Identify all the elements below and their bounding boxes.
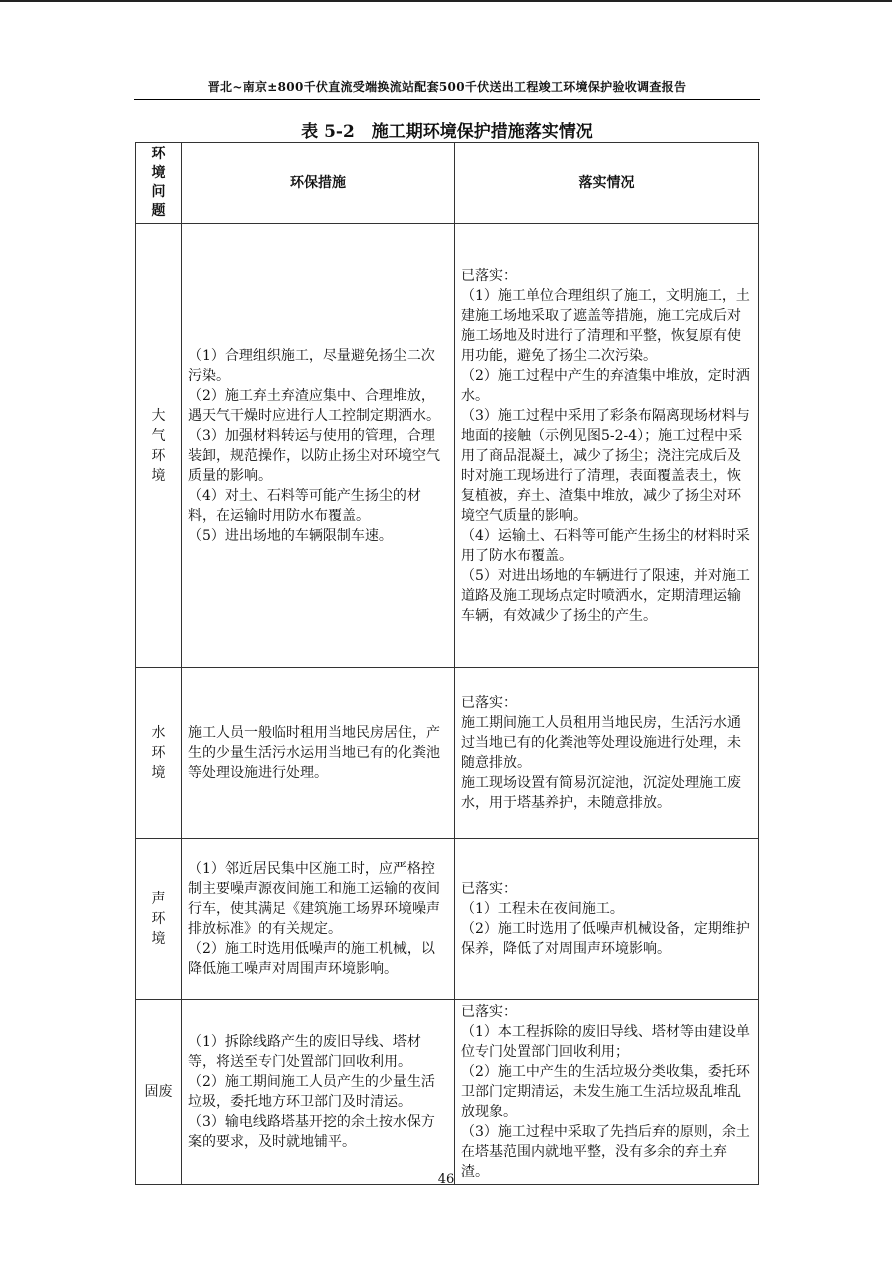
issue-cell (136, 668, 182, 839)
header-rule (134, 99, 760, 100)
issue-cell (136, 839, 182, 1000)
measure-item: （2）施工期间施工人员产生的少量生活垃圾，委托地方环卫部门及时清运。 (188, 1074, 435, 1110)
implementation-item: 已落实： (461, 1004, 517, 1020)
top-border-rule (0, 0, 892, 2)
measure-item: （3）输电线路塔基开挖的余土按水保方案的要求，及时就地铺平。 (188, 1114, 435, 1150)
measure-item: （2）施工时选用低噪声的施工机械，以降低施工噪声对周围声环境影响。 (188, 941, 435, 977)
measures-cell (182, 668, 455, 839)
implementation-cell (455, 668, 759, 839)
implementation-item: 施工期间施工人员租用当地民房，生活污水通过当地已有的化粪池等处理设施进行处理，未随意排放。 (461, 715, 741, 771)
issue-label: 大气环境 (151, 407, 166, 484)
implementation-item: （3）施工过程中采用了彩条布隔离现场材料与地面的接触（示例见图5-2-4）；施工过程中采用了商品混凝土，减少了扬尘；浇注完成后及时对施工现场进行了清理，表面覆盖表土，恢复植被，弃土、渣集中堆放，减少了扬尘对环境空气质量的影响。 (461, 407, 750, 524)
implementation-item: （2）施工过程中产生的弃渣集中堆放，定时洒水。 (461, 367, 750, 404)
implementation-item: （3）施工过程中采取了先挡后弃的原则，余土在塔基范围内就地平整，没有多余的弃土弃渣。 (461, 1124, 750, 1180)
implementation-item: （2）施工时选用了低噪声机械设备，定期维护保养，降低了对周围声环境影响。 (461, 921, 750, 957)
measure-item: 施工人员一般临时租用当地民房居住，产生的少量生活污水运用当地已有的化粪池等处理设施进行处理。 (188, 725, 440, 781)
implementation-item: （1）本工程拆除的废旧导线、塔材等由建设单位专门处置部门回收利用； (461, 1024, 750, 1060)
table-row-solid-waste (136, 1000, 759, 1185)
implementation-item: （2）施工中产生的生活垃圾分类收集，委托环卫部门定期清运，未发生施工生活垃圾乱堆乱放现象。 (461, 1064, 750, 1120)
measure-item: （4）对土、石料等可能产生扬尘的材料，在运输时用防水布覆盖。 (188, 487, 421, 524)
measures-cell (182, 224, 455, 668)
table-header-row (136, 143, 759, 224)
table-row-water (136, 668, 759, 839)
implementation-item: （1）施工单位合理组织了施工，文明施工，土建施工场地采取了遮盖等措施，施工完成后对施工场地及时进行了清理和平整，恢复原有使用功能，避免了扬尘二次污染。 (461, 287, 750, 364)
implementation-item: 已落实： (461, 881, 517, 897)
table-row-noise (136, 839, 759, 1000)
implementation-cell (455, 839, 759, 1000)
header-implementation-status: 落实情况 (455, 143, 759, 224)
page-number: 46 (437, 1172, 455, 1187)
table-caption: 表 5-2 施工期环境保护措施落实情况 (301, 122, 593, 142)
running-header: 晋北~南京±800千伏直流受端换流站配套500千伏送出工程竣工环境保护验收调查报告 (207, 80, 687, 94)
issue-label: 水环境 (151, 725, 166, 781)
issue-label: 固废 (144, 1084, 173, 1100)
table-row-air (136, 224, 759, 668)
issue-cell (136, 1000, 182, 1185)
implementation-item: 施工现场设置有简易沉淀池，沉淀处理施工废水，用于塔基养护，未随意排放。 (461, 775, 741, 811)
issue-cell (136, 224, 182, 668)
measure-item: （5）进出场地的车辆限制车速。 (188, 527, 393, 544)
implementation-item: （4）运输土、石料等可能产生扬尘的材料时采用了防水布覆盖。 (461, 527, 750, 564)
implementation-item: （5）对进出场地的车辆进行了限速，并对施工道路及施工现场点定时喷洒水，定期清理运输车辆，有效减少了扬尘的产生。 (461, 567, 750, 624)
implementation-cell (455, 224, 759, 668)
measure-item: （1）拆除线路产生的废旧导线、塔材等，将送至专门处置部门回收利用。 (188, 1034, 421, 1070)
implementation-cell (455, 1000, 759, 1185)
implementation-item: （1）工程未在夜间施工。 (461, 901, 624, 917)
measure-item: （1）邻近居民集中区施工时，应严格控制主要噪声源夜间施工和施工运输的夜间行车，使其满足《建筑施工场界环境噪声排放标准》的有关规定。 (188, 861, 440, 937)
issue-label: 声环境 (151, 891, 166, 947)
header-environment-issue: 环境问题 (136, 143, 182, 224)
measures-cell (182, 1000, 455, 1185)
header-protection-measures: 环保措施 (182, 143, 455, 224)
implementation-item: 已落实： (461, 695, 517, 711)
measure-item: （1）合理组织施工，尽量避免扬尘二次污染。 (188, 347, 435, 384)
measures-cell (182, 839, 455, 1000)
environmental-measures-table (135, 142, 759, 1185)
implementation-item: 已落实： (461, 267, 517, 284)
measure-item: （2）施工弃土弃渣应集中、合理堆放，遇天气干燥时应进行人工控制定期洒水。 (188, 387, 440, 424)
measure-item: （3）加强材料转运与使用的管理，合理装卸，规范操作，以防止扬尘对环境空气质量的影响。 (188, 427, 440, 484)
